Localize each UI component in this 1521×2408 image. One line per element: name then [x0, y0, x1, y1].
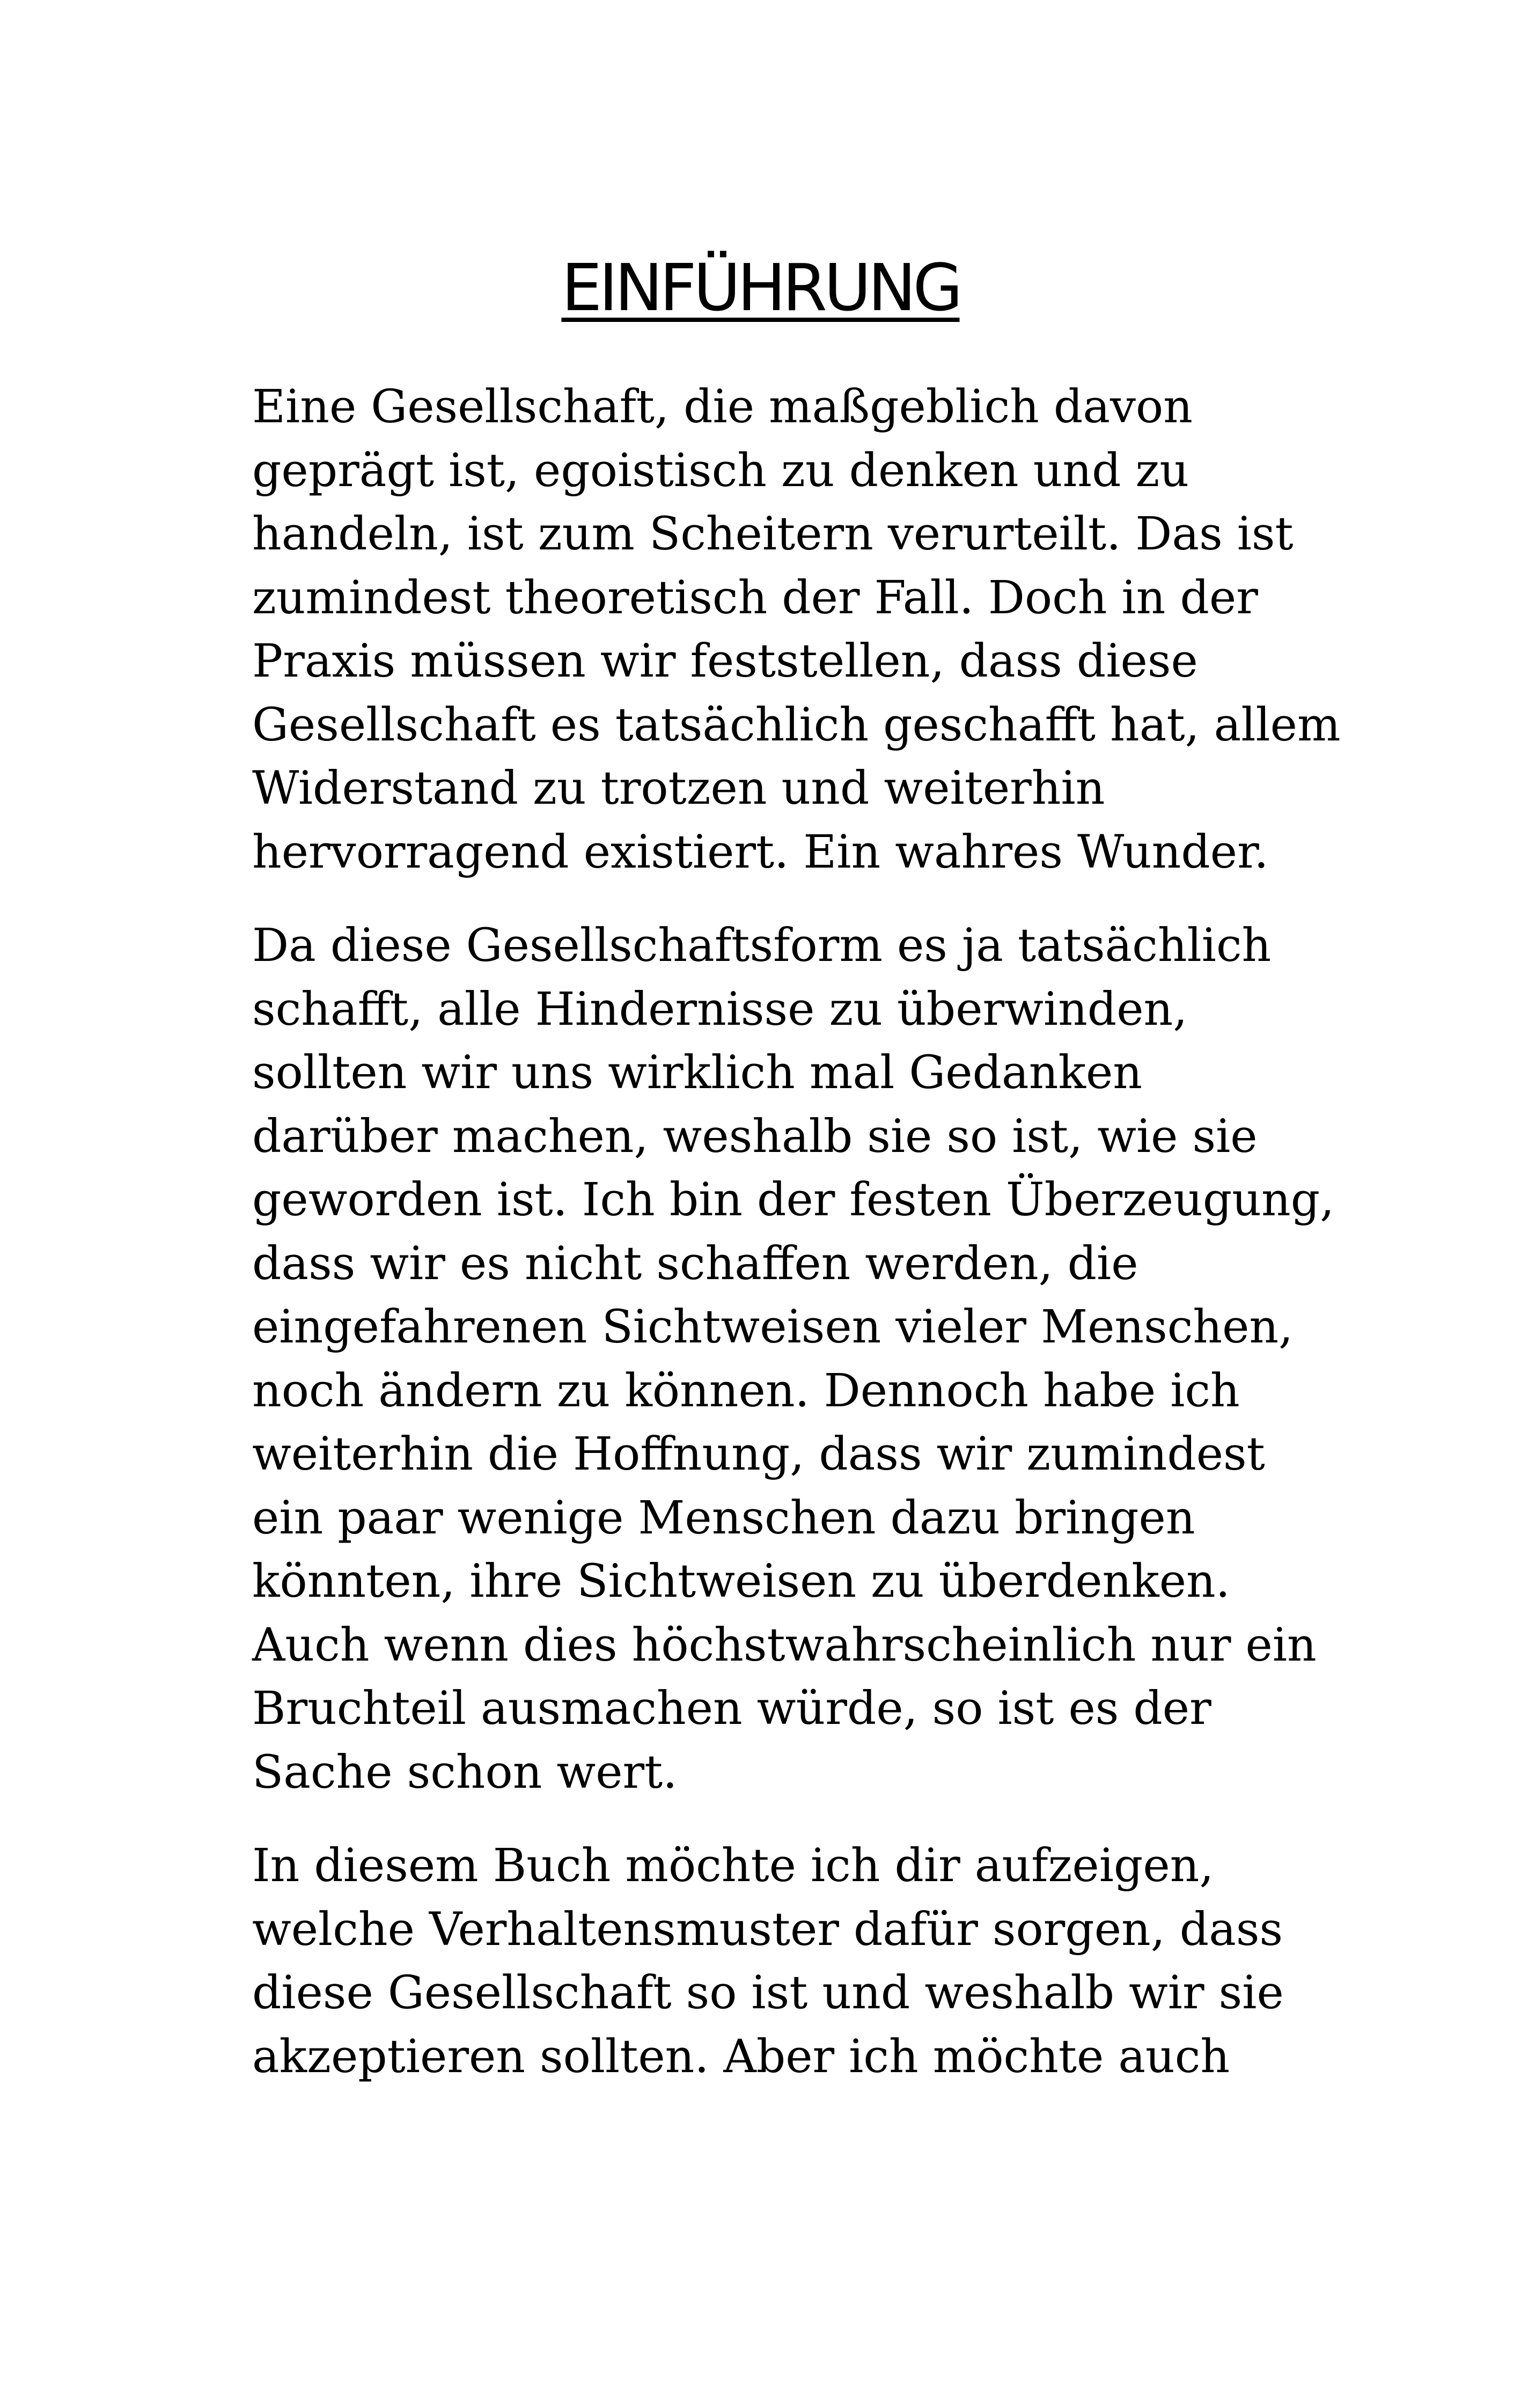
- text-line: akzeptieren sollten. Aber ich möchte auch: [252, 2030, 1230, 2083]
- text-line: In diesem Buch möchte ich dir aufzeigen,: [252, 1839, 1214, 1892]
- text-line: geworden ist. Ich bin der festen Überzeugung,: [252, 1173, 1335, 1227]
- chapter-title: [0, 251, 1521, 326]
- text-line: Widerstand zu trotzen und weiterhin: [252, 762, 1105, 815]
- text-line: sollten wir uns wirklich mal Gedanken: [252, 1046, 1142, 1099]
- paragraph-1: [252, 376, 1341, 884]
- text-line: dass wir es nicht schaffen werden, die: [252, 1237, 1138, 1290]
- text-line: geprägt ist, egoistisch zu denken und zu: [252, 444, 1189, 497]
- text-line: eingefahrenen Sichtweisen vieler Menschen,: [252, 1301, 1294, 1354]
- text-line: Praxis müssen wir feststellen, dass diese: [252, 635, 1198, 688]
- text-line: hervorragend existiert. Ein wahres Wunder.: [252, 825, 1269, 879]
- text-line: schafft, alle Hindernisse zu überwinden,: [252, 982, 1188, 1036]
- text-line: Auch wenn dies höchstwahrscheinlich nur ein: [252, 1618, 1317, 1672]
- text-line: diese Gesellschaft so ist und weshalb wir sie: [252, 1966, 1284, 2020]
- text-line: Gesellschaft es tatsächlich geschafft hat, allem: [252, 698, 1341, 752]
- text-line: könnten, ihre Sichtweisen zu überdenken.: [252, 1555, 1230, 1608]
- text-line: Bruchteil ausmachen würde, so ist es der: [252, 1682, 1211, 1735]
- text-line: Da diese Gesellschaftsform es ja tatsächlich: [252, 919, 1272, 972]
- text-line: handeln, ist zum Scheitern verurteilt. Das ist: [252, 508, 1294, 561]
- body-text: [252, 376, 1341, 2119]
- chapter-title-text: EINFÜHRUNG: [561, 251, 960, 326]
- paragraph-3: [252, 1834, 1304, 2089]
- text-line: noch ändern zu können. Dennoch habe ich: [252, 1364, 1240, 1418]
- text-line: Sache schon wert.: [252, 1745, 678, 1799]
- text-line: ein paar wenige Menschen dazu bringen: [252, 1491, 1195, 1545]
- text-line: weiterhin die Hoffnung, dass wir zumindest: [252, 1428, 1265, 1481]
- text-line: welche Verhaltensmuster dafür sorgen, dass: [252, 1903, 1283, 1956]
- text-line: zumindest theoretisch der Fall. Doch in der: [252, 571, 1258, 625]
- text-line: Eine Gesellschaft, die maßgeblich davon: [252, 380, 1193, 434]
- text-line: darüber machen, weshalb sie so ist, wie sie: [252, 1110, 1258, 1163]
- paragraph-2: [252, 914, 1335, 1804]
